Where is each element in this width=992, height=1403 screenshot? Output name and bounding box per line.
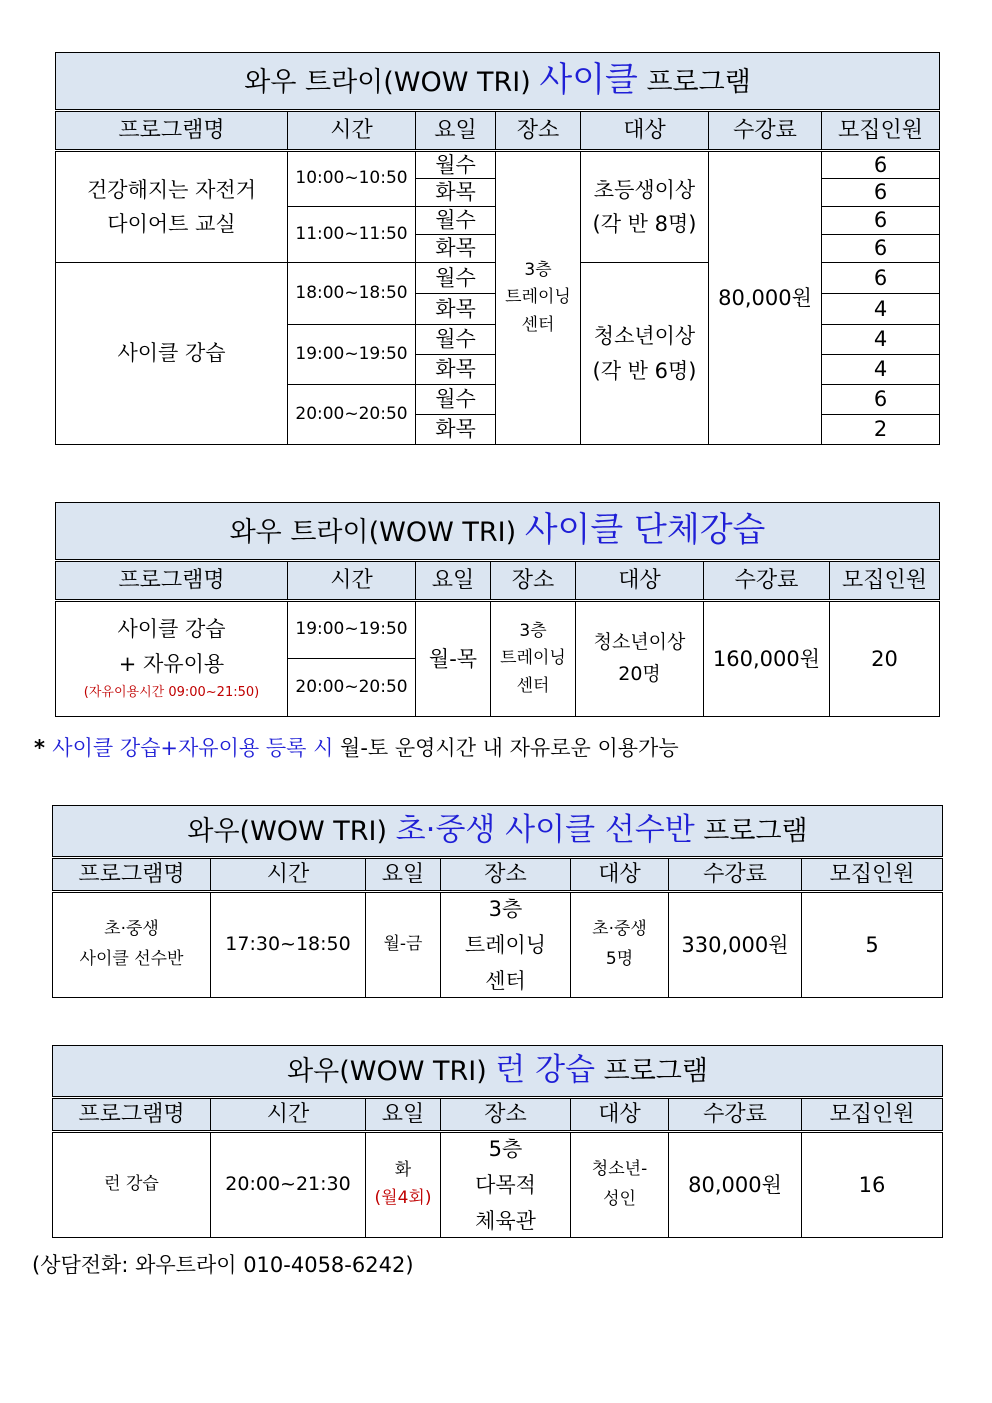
table-title: 와우(WOW TRI) 런 강습 프로그램 [53,1046,943,1098]
day-cell: 월-금 [366,892,441,998]
header-day: 요일 [416,561,491,601]
program-name: 사이클 강습 + 자유이용 (자유이용시간 09:00~21:50) [56,601,288,717]
time-cell: 10:00~10:50 [288,151,416,207]
program-name: 초·중생 사이클 선수반 [53,892,211,998]
header-count: 모집인원 [830,561,940,601]
fee-cell: 160,000원 [704,601,830,717]
day-cell: 월수 [416,207,496,235]
count-cell: 6 [822,179,940,207]
header-fee: 수강료 [704,561,830,601]
header-fee: 수강료 [709,111,822,151]
fee-cell: 330,000원 [669,892,802,998]
header-program: 프로그램명 [53,1098,211,1132]
count-cell: 4 [822,325,940,355]
note-accent: 사이클 강습+자유이용 등록 시 [52,736,334,760]
header-target: 대상 [581,111,709,151]
count-cell: 6 [822,385,940,415]
target-cell: 초등생이상 (각 반 8명) [581,151,709,263]
header-day: 요일 [416,111,496,151]
place-cell: 5층 다목적 체육관 [441,1132,571,1238]
count-cell: 2 [822,415,940,445]
header-day: 요일 [366,1098,441,1132]
count-cell: 6 [822,235,940,263]
time-cell: 11:00~11:50 [288,207,416,263]
title-accent: 초·중생 사이클 선수반 [395,812,695,849]
header-day: 요일 [366,858,441,892]
count-cell: 6 [822,151,940,179]
day-cell: 화목 [416,235,496,263]
table-title: 와우 트라이(WOW TRI) 사이클 프로그램 [56,53,940,111]
target-cell: 초·중생 5명 [571,892,669,998]
day-cell: 월수 [416,385,496,415]
count-cell: 6 [822,207,940,235]
header-target: 대상 [576,561,704,601]
time-cell: 20:00~20:50 [288,385,416,445]
header-target: 대상 [571,1098,669,1132]
target-cell: 청소년이상 (각 반 6명) [581,263,709,445]
athlete-class-table [52,805,943,998]
time-cell: 18:00~18:50 [288,263,416,325]
place-cell: 3층 트레이닝 센터 [441,892,571,998]
header-count: 모집인원 [822,111,940,151]
header-program: 프로그램명 [56,111,288,151]
registration-note: * 사이클 강습+자유이용 등록 시 월-토 운영시간 내 자유로운 이용가능 [34,736,679,760]
time-cell: 20:00~21:30 [211,1132,366,1238]
place-cell: 3층 트레이닝 센터 [496,151,581,445]
day-cell: 월수 [416,263,496,294]
header-program: 프로그램명 [53,858,211,892]
day-cell: 화 (월4회) [366,1132,441,1238]
contact-info: (상담전화: 와우트라이 010-4058-6242) [32,1253,414,1277]
time-cell: 20:00~20:50 [288,659,416,717]
monthly-sessions: (월4회) [374,1188,432,1208]
day-cell: 화목 [416,179,496,207]
header-fee: 수강료 [669,1098,802,1132]
header-count: 모집인원 [802,1098,943,1132]
run-class-table [52,1045,943,1238]
fee-cell: 80,000원 [709,151,822,445]
target-cell: 청소년이상 20명 [576,601,704,717]
title-accent: 사이클 단체강습 [524,510,766,551]
count-cell: 16 [802,1132,943,1238]
header-fee: 수강료 [669,858,802,892]
header-count: 모집인원 [802,858,943,892]
time-cell: 19:00~19:50 [288,325,416,385]
count-cell: 5 [802,892,943,998]
place-cell: 3층 트레이닝 센터 [491,601,576,717]
header-place: 장소 [441,858,571,892]
program-name: 런 강습 [53,1132,211,1238]
title-accent: 런 강습 [495,1052,596,1089]
header-time: 시간 [288,111,416,151]
day-cell: 월-목 [416,601,491,717]
header-program: 프로그램명 [56,561,288,601]
header-place: 장소 [496,111,581,151]
count-cell: 4 [822,294,940,325]
table-title: 와우(WOW TRI) 초·중생 사이클 선수반 프로그램 [53,806,943,858]
count-cell: 6 [822,263,940,294]
time-cell: 19:00~19:50 [288,601,416,659]
fee-cell: 80,000원 [669,1132,802,1238]
free-use-time-note: (자유이용시간 09:00~21:50) [83,684,260,700]
time-cell: 17:30~18:50 [211,892,366,998]
day-cell: 월수 [416,151,496,179]
header-time: 시간 [211,858,366,892]
day-cell: 화목 [416,415,496,445]
program-name: 사이클 강습 [56,263,288,445]
program-name: 건강해지는 자전거 다이어트 교실 [56,151,288,263]
title-accent: 사이클 [539,60,638,101]
cycle-group-table [55,502,940,717]
header-time: 시간 [288,561,416,601]
cycle-program-table [55,52,940,445]
header-place: 장소 [441,1098,571,1132]
day-cell: 월수 [416,325,496,355]
header-time: 시간 [211,1098,366,1132]
day-cell: 화목 [416,294,496,325]
header-target: 대상 [571,858,669,892]
table-title: 와우 트라이(WOW TRI) 사이클 단체강습 [56,503,940,561]
header-place: 장소 [491,561,576,601]
count-cell: 20 [830,601,940,717]
target-cell: 청소년- 성인 [571,1132,669,1238]
count-cell: 4 [822,355,940,385]
day-cell: 화목 [416,355,496,385]
